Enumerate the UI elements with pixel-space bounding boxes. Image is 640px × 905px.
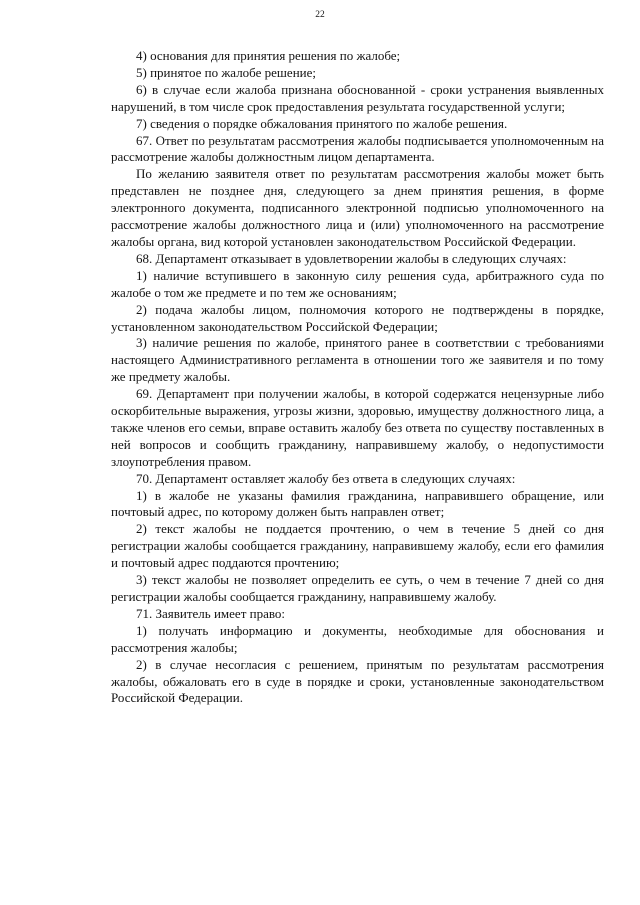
paragraph-clause-71: 71. Заявитель имеет право: (136, 605, 286, 621)
paragraph-clause-67: 67. Ответ по результатам рассмотрения жалобы подписывается уполномоченным на рассмотрение жалобы должностным лицом департамента. (111, 132, 604, 165)
paragraph-clause-70-item-1: 1) в жалобе не указаны фамилия гражданина, направившего обращение, или почтовый адрес, по которому должен быть направлен ответ; (111, 487, 604, 520)
paragraph-clause-68-item-1: 1) наличие вступившего в законную силу решения суда, арбитражного суда по жалобе о том же предмете и по тем же основаниям; (111, 267, 604, 300)
paragraph-item-7-appeal-procedure: 7) сведения о порядке обжалования принятого по жалобе решения. (136, 115, 508, 131)
paragraph-clause-68-item-3: 3) наличие решения по жалобе, принятого ранее в соответствии с требованиями настоящего Административного регламента в отношении того же заявителя и по тому же предмету жалобы. (111, 335, 604, 385)
paragraph-item-6-remedy-terms: 6) в случае если жалоба признана обоснованной - сроки устранения выявленных нарушений, в том числе срок предоставления результата государственной услуги; (111, 81, 604, 114)
paragraph-item-5-decision: 5) принятое по жалобе решение; (136, 64, 316, 80)
paragraph-clause-70-item-2: 2) текст жалобы не поддается прочтению, о чем в течение 5 дней со дня регистрации жалобы сообщается гражданину, направившему жалобу, если его фамилия и почтовый адрес поддаются прочтению; (111, 521, 604, 571)
paragraph-electronic-response: По желанию заявителя ответ по результатам рассмотрения жалобы может быть представлен не позднее дня, следующего за днем принятия решения, в форме электронного документа, подписанного электронной подписью уполномоченного на рассмотрение жалобы должностного лица и (или) уполномоченного на рассмотрение жалобы органа, вид которой установлен законодательством Российской Федерации. (111, 166, 604, 249)
document-body (111, 48, 604, 707)
paragraph-clause-71-item-1: 1) получать информацию и документы, необходимые для обоснования и рассмотрения жалобы; (111, 622, 604, 655)
paragraph-clause-68-item-2: 2) подача жалобы лицом, полномочия которого не подтверждены в порядке, установленном законодательством Российской Федерации; (111, 301, 604, 334)
paragraph-item-4-grounds: 4) основания для принятия решения по жалобе; (136, 48, 401, 63)
page-number: 22 (315, 10, 325, 20)
paragraph-clause-71-item-2: 2) в случае несогласия с решением, принятым по результатам рассмотрения жалобы, обжаловать его в суде в порядке и сроки, установленные законодательством Российской Федерации. (111, 656, 604, 706)
paragraph-clause-70: 70. Департамент оставляет жалобу без ответа в следующих случаях: (136, 470, 516, 486)
paragraph-clause-70-item-3: 3) текст жалобы не позволяет определить ее суть, о чем в течение 7 дней со дня регистрации жалобы сообщается гражданину, направившему жалобу. (111, 572, 604, 604)
paragraph-clause-69: 69. Департамент при получении жалобы, в которой содержатся нецензурные либо оскорбительные выражения, угрозы жизни, здоровью, имуществу должностного лица, а также членов его семьи, вправе оставить жалобу без ответа по существу поставленных в ней вопросов и сообщить гражданину, направившему жалобу, о недопустимости злоупотребления правом. (111, 386, 604, 469)
paragraph-clause-68: 68. Департамент отказывает в удовлетворении жалобы в следующих случаях: (136, 250, 567, 266)
